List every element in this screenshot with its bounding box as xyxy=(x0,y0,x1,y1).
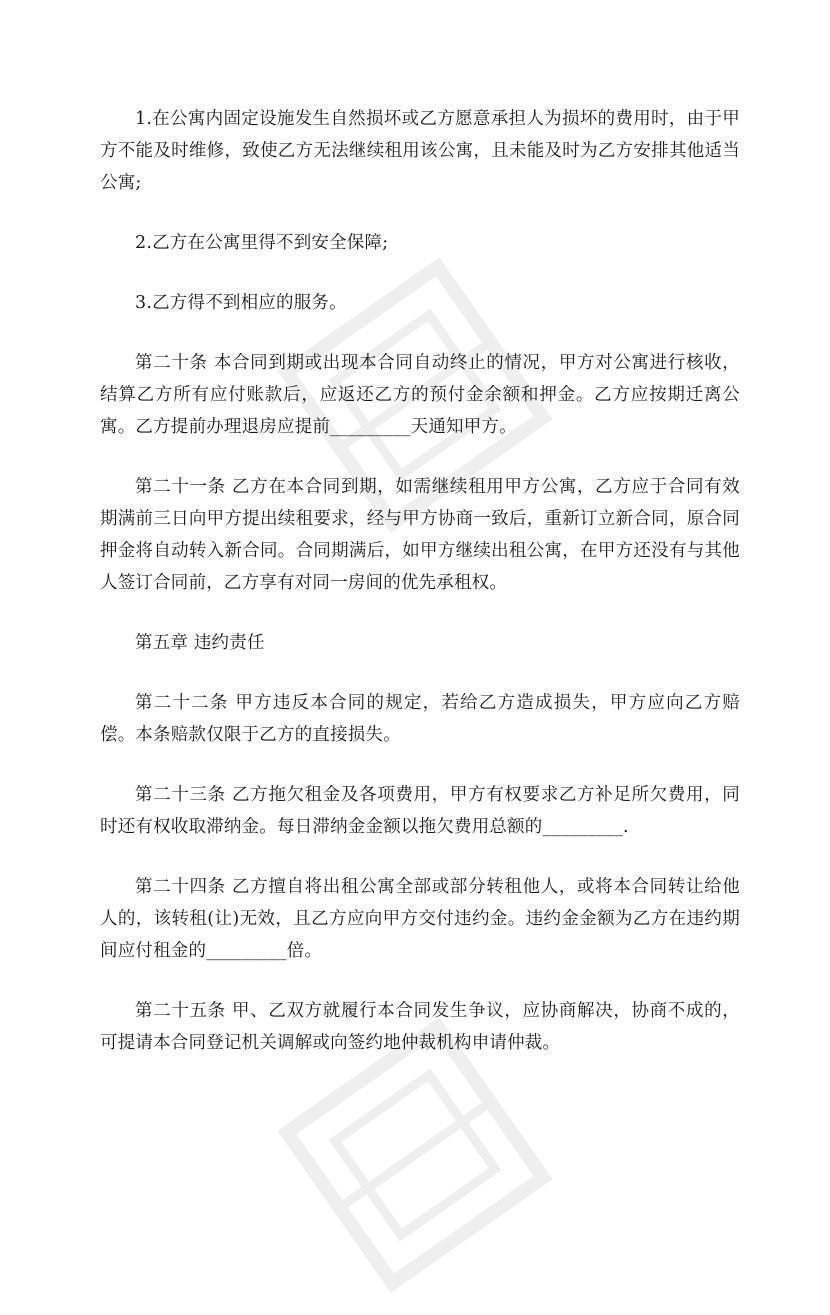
paragraph-article-24: 第二十四条 乙方擅自将出租公寓全部或部分转租他人，或将本合同转让给他人的，该转租(让)无效，且乙方应向甲方交付违约金。违约金金额为乙方在违约期间应付租金的_________倍。 xyxy=(100,877,740,961)
chapter-heading: 第五章 违约责任 xyxy=(135,633,265,653)
paragraph-clause-2: 2.乙方在公寓里得不到安全保障; xyxy=(135,233,389,253)
document-body xyxy=(100,103,740,1087)
paragraph-article-25: 第二十五条 甲、乙双方就履行本合同发生争议，应协商解决，协商不成的，可提请本合同登记机关调解或向签约地仲裁机构申请仲裁。 xyxy=(100,1001,740,1053)
paragraph-article-23: 第二十三条 乙方拖欠租金及各项费用，甲方有权要求乙方补足所欠费用，同时还有权收取滞纳金。每日滞纳金金额以拖欠费用总额的_________. xyxy=(100,785,740,837)
paragraph-article-20: 第二十条 本合同到期或出现本合同自动终止的情况，甲方对公寓进行核收，结算乙方所有应付账款后，应返还乙方的预付金余额和押金。乙方应按期迁离公寓。乙方提前办理退房应提前_________天通知甲方。 xyxy=(100,353,740,437)
paragraph-article-22: 第二十二条 甲方违反本合同的规定，若给乙方造成损失，甲方应向乙方赔偿。本条赔款仅限于乙方的直接损失。 xyxy=(100,693,740,745)
paragraph-clause-3: 3.乙方得不到相应的服务。 xyxy=(135,293,347,313)
paragraph-article-21: 第二十一条 乙方在本合同到期，如需继续租用甲方公寓，乙方应于合同有效期满前三日向甲方提出续租要求，经与甲方协商一致后，重新订立新合同，原合同押金将自动转入新合同。合同期满后，如甲方继续出租公寓，在甲方还没有与其他人签订合同前，乙方享有对同一房间的优先承租权。 xyxy=(100,477,740,593)
paragraph-clause-1: 1.在公寓内固定设施发生自然损坏或乙方愿意承担人为损坏的费用时，由于甲方不能及时维修，致使乙方无法继续租用该公寓，且未能及时为乙方安排其他适当公寓; xyxy=(100,109,740,193)
